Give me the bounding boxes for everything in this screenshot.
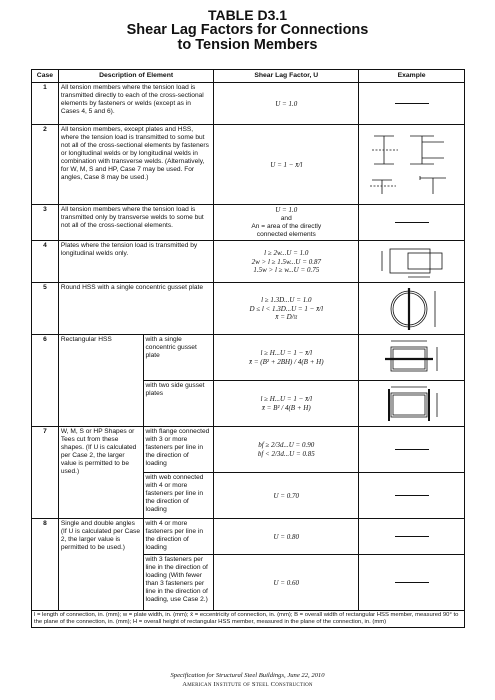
sub-description: with a single concentric gusset plate <box>143 335 214 381</box>
table-note: l = length of connection, in. (mm); w = plate width, in. (mm); x̄ = eccentricity of connection, in. (mm); B = overall width of rectangular HSS member, measured 90° to the plane of the connection, in. (mm); H = overall height of rectangular HSS member, measured in the plane of the connection, in. (mm) <box>32 611 465 628</box>
shear-lag-factor <box>214 427 359 473</box>
case-description: All tension members where the tension load is transmitted directly to each of the cross-sectional elements by fasteners or welds (except as in Cases 4, 5 and 6). <box>58 83 214 125</box>
sub-description: with 3 fasteners per line in the direction of loading (With fewer than 3 fasteners per line in the direction of loading, use Case 2.) <box>143 555 214 611</box>
case-number: 1 <box>32 83 59 125</box>
factor-line: An = area of the directly <box>251 223 322 231</box>
sub-description: with flange connected with 3 or more fasteners per line in the direction of loading <box>143 427 214 473</box>
table-row <box>32 241 465 283</box>
example-cell <box>359 473 465 519</box>
table-row <box>32 427 465 473</box>
example-cell <box>359 427 465 473</box>
example-cell <box>359 125 465 205</box>
dash-line <box>395 495 429 496</box>
sub-description: with web connected with 4 or more fasteners per line in the direction of loading <box>143 473 214 519</box>
factor-line: x̄ = B² / 4(B + H) <box>261 403 311 412</box>
shear-lag-factor: U = 1.0 <box>214 83 359 125</box>
factor-line: x̄ = (B² + 2BH) / 4(B + H) <box>248 357 324 366</box>
shear-lag-factor <box>214 283 359 335</box>
factor-line: bf ≥ 2/3d...U = 0.90 <box>258 441 315 450</box>
shear-lag-factor: U = 0.80 <box>214 519 359 555</box>
factor-line: l ≥ H...U = 1 − x̄/l <box>260 395 313 404</box>
factor-line: x̄ = D/π <box>275 313 298 322</box>
table-note-row <box>32 611 465 628</box>
footer-organization: American Institute of Steel Construction <box>182 680 313 688</box>
rect-hss-two-gusset-sketch <box>377 383 447 425</box>
example-cell <box>359 241 465 283</box>
example-cell <box>359 555 465 611</box>
case-number: 5 <box>32 283 59 335</box>
dash-line <box>395 582 429 583</box>
table-title <box>0 8 495 53</box>
factor-line: U = 1.0 <box>275 206 298 215</box>
case-description: All tension members where the tension load is transmitted only by transverse welds to some but not all of the cross-sectional elements. <box>58 205 214 241</box>
example-cell <box>359 283 465 335</box>
rect-hss-single-gusset-sketch <box>377 337 447 379</box>
sub-description: with 4 or more fasteners per line in the direction of loading <box>143 519 214 555</box>
shear-lag-table <box>31 69 465 628</box>
case-number: 2 <box>32 125 59 205</box>
example-cell <box>359 381 465 427</box>
factor-line: D ≤ l < 1.3D...U = 1 − x̄/l <box>249 304 324 313</box>
case-description: W, M, S or HP Shapes or Tees cut from these shapes. (If U is calculated per Case 2, the larger value is permitted to be used.) <box>58 427 143 519</box>
factor-line: bf < 2/3d...U = 0.85 <box>257 449 315 458</box>
case-number: 4 <box>32 241 59 283</box>
factor-line: and <box>280 215 292 222</box>
title-line-1: TABLE D3.1 <box>207 7 288 23</box>
shear-lag-factor: U = 0.60 <box>214 555 359 611</box>
shear-lag-factor <box>214 381 359 427</box>
case-description: Rectangular HSS <box>58 335 143 427</box>
table-row <box>32 335 465 381</box>
factor-line: l ≥ H...U = 1 − x̄/l <box>260 349 313 358</box>
shear-lag-factor <box>214 205 359 241</box>
dash-line <box>395 536 429 537</box>
title-line-3: to Tension Members <box>177 36 318 53</box>
header-description: Description of Element <box>58 70 214 83</box>
example-cell <box>359 335 465 381</box>
case-number: 3 <box>32 205 59 241</box>
plate-weld-sketch <box>372 243 452 281</box>
factor-line: 1.5w > l ≥ w...U = 0.75 <box>253 266 320 275</box>
dash-line <box>395 103 429 104</box>
case-description: Single and double angles (If U is calculated per Case 2, the larger value is permitted to be used.) <box>58 519 143 611</box>
case-description: Plates where the tension load is transmitted by longitudinal welds only. <box>58 241 214 283</box>
header-factor: Shear Lag Factor, U <box>214 70 359 83</box>
shear-lag-factor <box>214 241 359 283</box>
round-hss-sketch <box>377 285 447 333</box>
shear-lag-factor: U = 0.70 <box>214 473 359 519</box>
table-row <box>32 205 465 241</box>
dash-line <box>395 222 429 223</box>
example-cell <box>359 519 465 555</box>
factor-line: connected elements <box>256 231 316 239</box>
header-case: Case <box>32 70 59 83</box>
case-number: 6 <box>32 335 59 427</box>
factor-line: l ≥ 1.3D...U = 1.0 <box>261 295 312 304</box>
footer-publication: Specification for Structural Steel Buildings, June 22, 2010 <box>170 672 325 679</box>
factor-line: l ≥ 2w...U = 1.0 <box>264 248 309 257</box>
dash-line <box>395 449 429 450</box>
sections-sketch <box>364 128 460 202</box>
case-number: 8 <box>32 519 59 611</box>
table-row <box>32 519 465 555</box>
case-description: All tension members, except plates and HSS, where the tension load is transmitted to some but not all of the cross-sectional elements by fasteners or longitudinal welds or by longitudinal welds in combination with transverse welds. (Alternatively, for W, M, S and HP, Case 7 may be used. For angles, Case 8 may be used.) <box>58 125 214 205</box>
page-footer <box>0 672 495 689</box>
title-line-2: Shear Lag Factors for Connections <box>126 21 369 38</box>
shear-lag-factor <box>214 335 359 381</box>
table-row <box>32 283 465 335</box>
example-cell <box>359 205 465 241</box>
table-header-row <box>32 70 465 83</box>
case-number: 7 <box>32 427 59 519</box>
table-row <box>32 83 465 125</box>
example-cell <box>359 83 465 125</box>
shear-lag-factor: U = 1 − x̄/l <box>214 125 359 205</box>
sub-description: with two side gusset plates <box>143 381 214 427</box>
factor-line: 2w > l ≥ 1.5w...U = 0.87 <box>251 257 321 266</box>
table-row <box>32 125 465 205</box>
header-example: Example <box>359 70 465 83</box>
case-description: Round HSS with a single concentric gusset plate <box>58 283 214 335</box>
